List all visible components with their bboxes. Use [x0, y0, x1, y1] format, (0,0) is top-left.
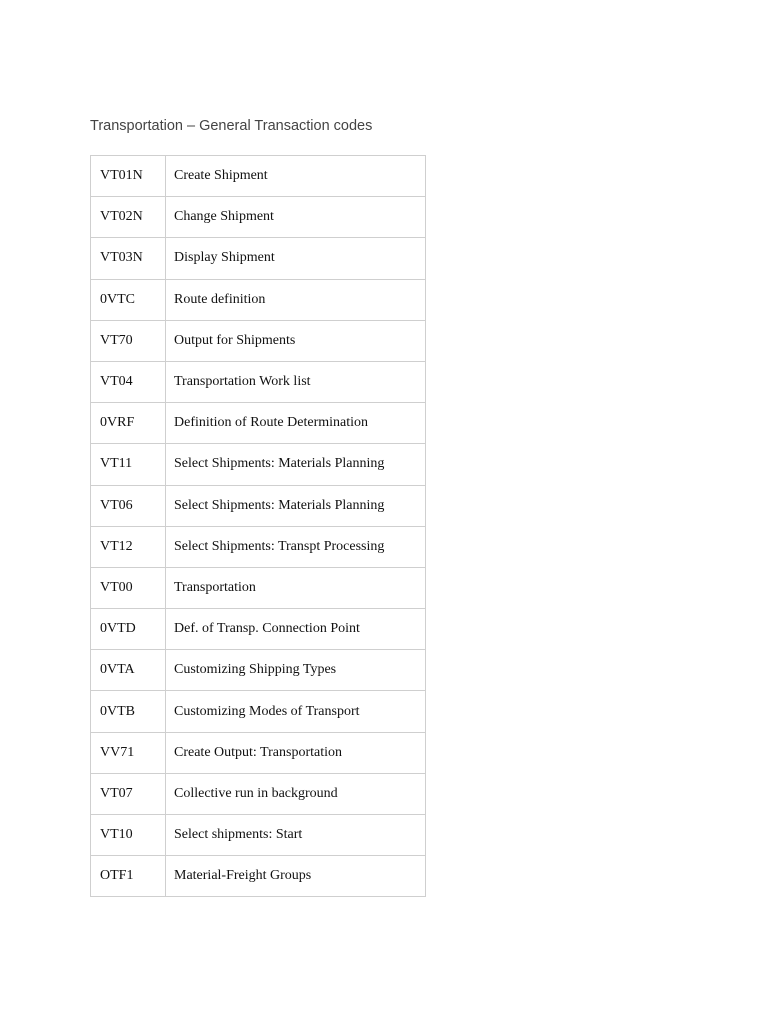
table-row — [91, 320, 426, 361]
transaction-code: VV71 — [91, 732, 166, 773]
table-row — [91, 403, 426, 444]
table-body — [91, 156, 426, 897]
transaction-code: VT02N — [91, 197, 166, 238]
table-row — [91, 197, 426, 238]
transaction-code: VT00 — [91, 567, 166, 608]
transaction-description: Transportation — [166, 567, 426, 608]
transaction-code: 0VTB — [91, 691, 166, 732]
transaction-description: Def. of Transp. Connection Point — [166, 609, 426, 650]
table-row — [91, 156, 426, 197]
transaction-code: VT07 — [91, 773, 166, 814]
transaction-code: VT01N — [91, 156, 166, 197]
table-row — [91, 815, 426, 856]
transaction-code: VT03N — [91, 238, 166, 279]
transaction-code: VT12 — [91, 526, 166, 567]
transaction-code: 0VTD — [91, 609, 166, 650]
transaction-description: Material-Freight Groups — [166, 856, 426, 897]
transaction-description: Select shipments: Start — [166, 815, 426, 856]
table-row — [91, 650, 426, 691]
transaction-code: VT70 — [91, 320, 166, 361]
transaction-description: Definition of Route Determination — [166, 403, 426, 444]
transaction-code: 0VRF — [91, 403, 166, 444]
transaction-code: 0VTC — [91, 279, 166, 320]
table-row — [91, 609, 426, 650]
table-row — [91, 526, 426, 567]
transaction-description: Customizing Modes of Transport — [166, 691, 426, 732]
transaction-description: Transportation Work list — [166, 361, 426, 402]
transaction-code: VT06 — [91, 485, 166, 526]
table-row — [91, 567, 426, 608]
table-row — [91, 279, 426, 320]
transaction-description: Select Shipments: Transpt Processing — [166, 526, 426, 567]
transaction-description: Create Shipment — [166, 156, 426, 197]
transaction-description: Select Shipments: Materials Planning — [166, 485, 426, 526]
table-row — [91, 238, 426, 279]
table-row — [91, 485, 426, 526]
transaction-description: Output for Shipments — [166, 320, 426, 361]
transaction-code: VT04 — [91, 361, 166, 402]
transaction-description: Select Shipments: Materials Planning — [166, 444, 426, 485]
transaction-description: Change Shipment — [166, 197, 426, 238]
table-row — [91, 856, 426, 897]
transaction-description: Route definition — [166, 279, 426, 320]
transaction-description: Customizing Shipping Types — [166, 650, 426, 691]
table-row — [91, 444, 426, 485]
transaction-codes-table — [90, 155, 426, 897]
transaction-code: VT10 — [91, 815, 166, 856]
transaction-code: 0VTA — [91, 650, 166, 691]
table-row — [91, 361, 426, 402]
transaction-code: VT11 — [91, 444, 166, 485]
table-row — [91, 732, 426, 773]
transaction-description: Collective run in background — [166, 773, 426, 814]
table-row — [91, 773, 426, 814]
transaction-description: Display Shipment — [166, 238, 426, 279]
table-row — [91, 691, 426, 732]
document-title: Transportation – General Transaction codes — [90, 118, 373, 134]
transaction-code: OTF1 — [91, 856, 166, 897]
transaction-description: Create Output: Transportation — [166, 732, 426, 773]
